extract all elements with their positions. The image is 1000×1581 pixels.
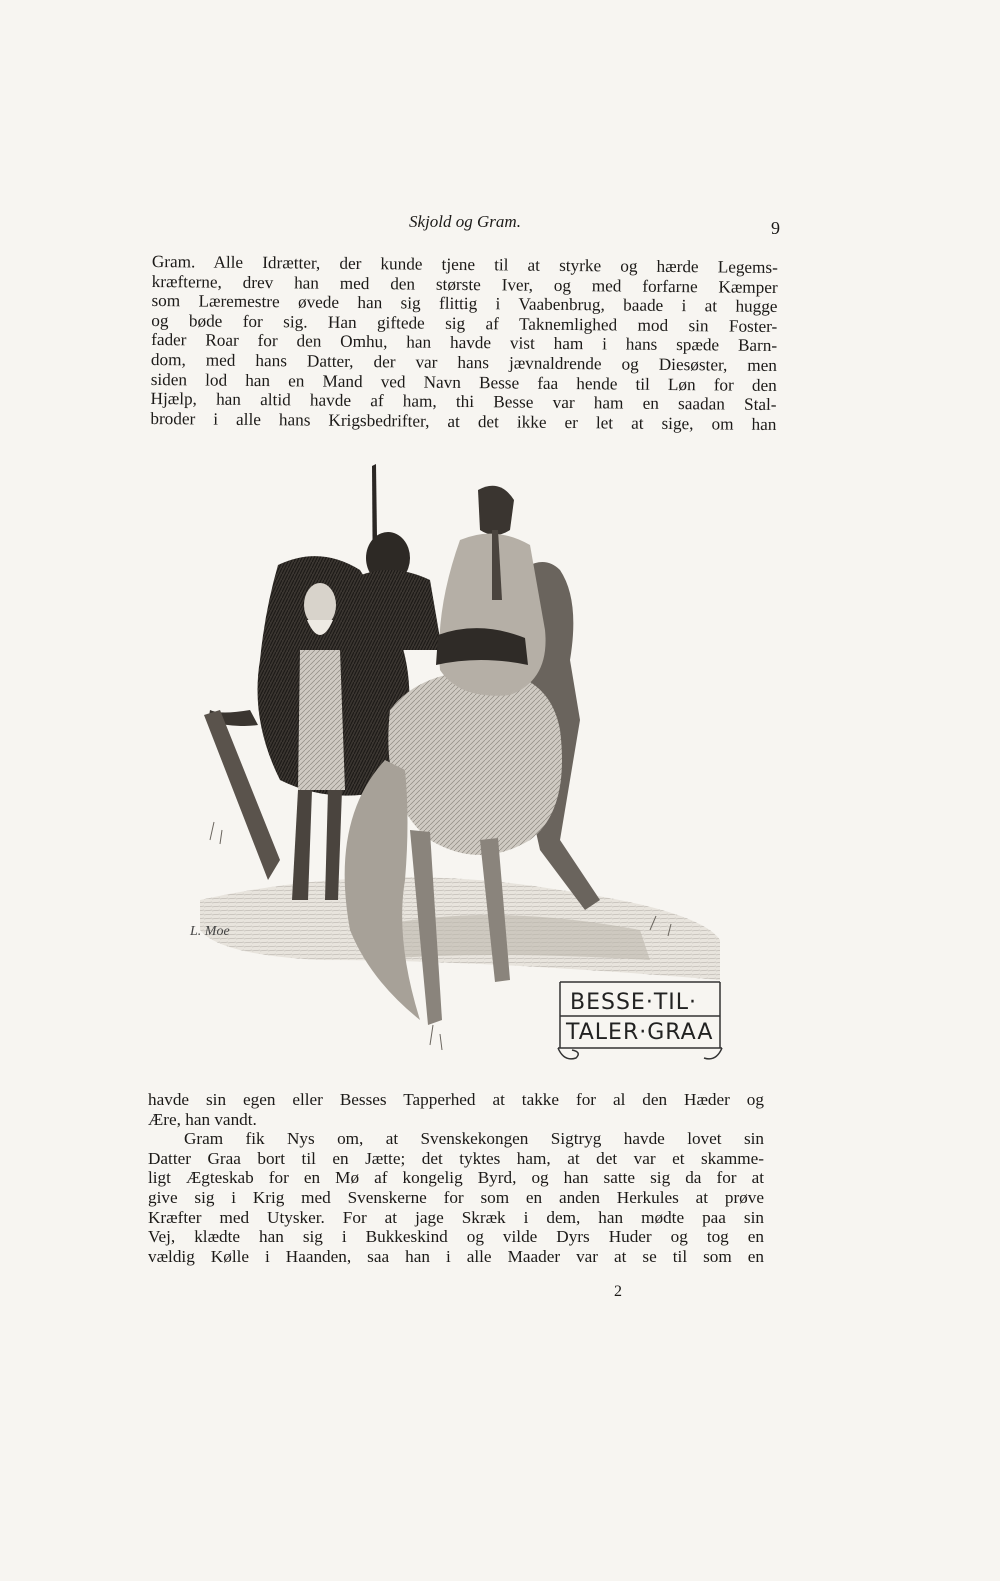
text-line: ligt Ægteskab for en Mø af kongelig Byrd, og han satte sig da for at (148, 1168, 764, 1188)
ground-shading (200, 877, 720, 980)
text-line: dom, med hans Datter, der var hans jævnaldrende og Diesøster, men (150, 349, 778, 375)
text-line: Gram fik Nys om, at Svenskekongen Sigtryg havde lovet sin (184, 1129, 764, 1149)
text-line: Ære, han vandt. (148, 1109, 257, 1129)
text-line: give sig i Krig med Svenskerne for som en anden Herkules at prøve (148, 1187, 764, 1207)
text-line: Kræfter med Utysker. For at jage Skræk i dem, han mødte paa sin (148, 1207, 764, 1227)
text-line: som Læremestre øvede han sig flittig i Vaabenbrug, baade i at hugge (151, 291, 778, 317)
signature-mark: 2 (614, 1283, 622, 1300)
caption-line-1: BESSE·TIL· (570, 990, 697, 1015)
text-line: kræfterne, drev han med den største Iver, og med forfarne Kæmper (151, 271, 778, 297)
artist-signature: L. Moe (190, 924, 230, 939)
text-line: Datter Graa bort til en Jætte; det tyktes ham, at det var et skamme- (148, 1148, 764, 1168)
bottom-paragraph (148, 1090, 764, 1266)
running-title: Skjold og Gram. (409, 212, 521, 231)
text-line: fader Roar for den Omhu, han havde vist ham i hans spæde Barn- (151, 330, 778, 356)
text-line: Vej, klædte han sig i Bukkeskind og vilde Dyrs Huder og tog en (148, 1227, 764, 1247)
text-line: vældig Kølle i Haanden, saa han i alle Maader var at se til som en (148, 1246, 764, 1266)
running-head (150, 208, 780, 238)
text-line: siden lod han en Mand ved Navn Besse faa hende til Løn for den (150, 369, 777, 395)
top-paragraph (150, 252, 778, 434)
rider (436, 486, 546, 696)
page-number: 9 (771, 218, 780, 238)
caption-plaque (552, 972, 728, 1068)
text-line: Gram. Alle Idrætter, der kunde tjene til at styrke og hærde Legems- (151, 252, 778, 278)
text-line: havde sin egen eller Besses Tapperhed at takke for al den Hæder og (148, 1090, 764, 1109)
text-line: broder i alle hans Krigsbedrifter, at det ikke er let at sige, om han (150, 408, 777, 434)
text-line: og bøde for sig. Han giftede sig af Taknemlighed mod sin Foster- (151, 310, 778, 336)
caption-line-2: TALER·GRAA (566, 1020, 714, 1045)
text-line: Hjælp, han altid havde af ham, thi Besse var ham en saadan Stal- (150, 389, 777, 415)
